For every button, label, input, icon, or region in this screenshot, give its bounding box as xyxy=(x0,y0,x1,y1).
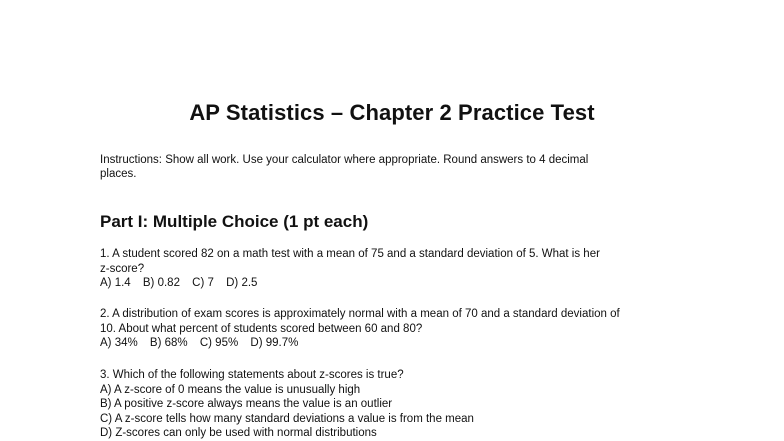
instructions-line: places. xyxy=(100,168,137,180)
choice-b: B) A positive z-score always means the value is an outlier xyxy=(100,398,393,410)
answer-choices xyxy=(100,336,690,351)
page-title: AP Statistics – Chapter 2 Practice Test xyxy=(189,100,595,125)
choice-a: A) A z-score of 0 means the value is unusually high xyxy=(100,383,361,396)
question-text: 3. Which of the following statements about z-scores is true? xyxy=(100,369,404,381)
question-1 xyxy=(100,247,690,291)
instructions-line: Instructions: Show all work. Use your calculator where appropriate. Round answers to 4 decimal xyxy=(100,154,589,166)
choice-d: D) 2.5 xyxy=(226,277,258,289)
choice-a: A) 34% xyxy=(100,337,138,349)
choice-b: B) 0.82 xyxy=(142,277,180,289)
choice-d: D) Z-scores can only be used with normal distributions xyxy=(100,427,377,439)
choice-c: C) 95% xyxy=(199,337,239,349)
choice-d: D) 99.7% xyxy=(250,337,299,349)
answer-choices xyxy=(100,276,690,291)
question-text: 2. A distribution of exam scores is approximately normal with a mean of 70 and a standard deviation of xyxy=(100,308,620,320)
question-3 xyxy=(100,368,690,441)
question-2 xyxy=(100,307,690,351)
choice-a: A) 1.4 xyxy=(100,277,131,289)
choice-c: C) 7 xyxy=(192,277,214,289)
part-heading: Part I: Multiple Choice (1 pt each) xyxy=(100,212,369,231)
choice-b: B) 68% xyxy=(149,337,188,349)
choice-c: C) A z-score tells how many standard deviations a value is from the mean xyxy=(100,412,474,425)
question-text: 1. A student scored 82 on a math test with a mean of 75 and a standard deviation of 5. What is her xyxy=(100,248,600,260)
question-text: z-score? xyxy=(100,262,145,275)
question-text: 10. About what percent of students scored between 60 and 80? xyxy=(100,322,423,335)
instructions xyxy=(100,153,660,181)
